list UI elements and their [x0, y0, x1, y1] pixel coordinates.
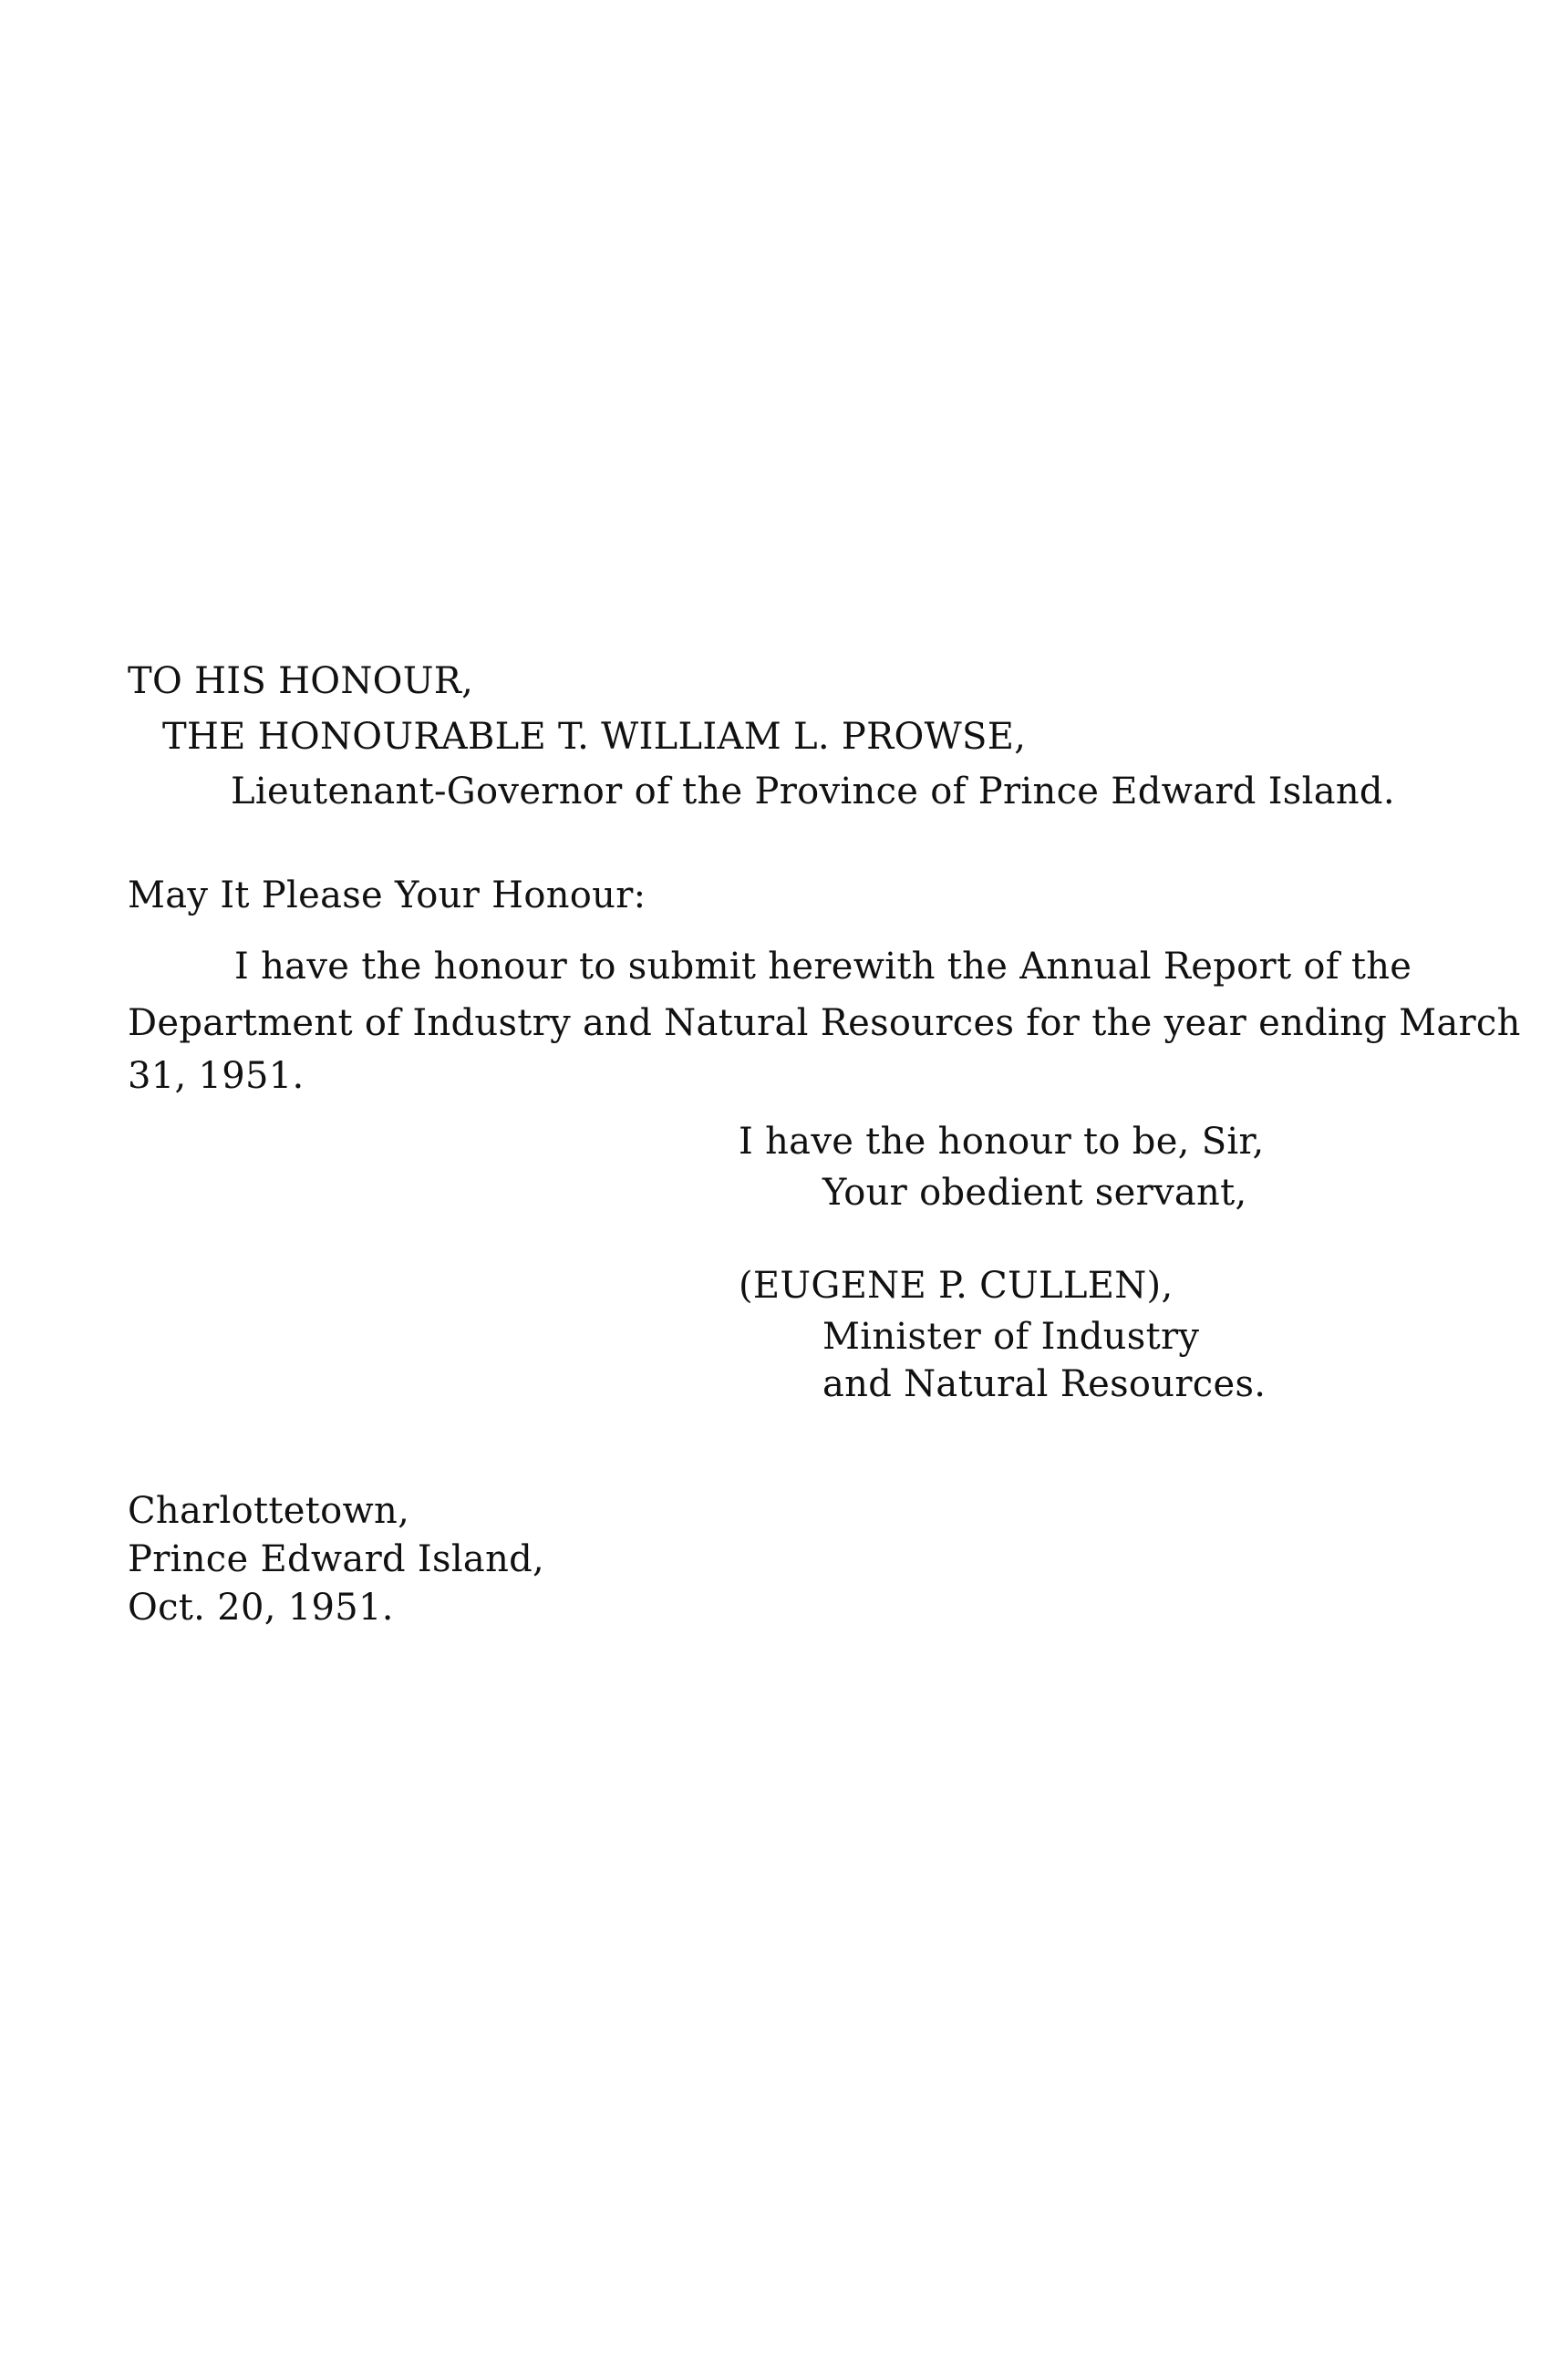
place-line-1: Charlottetown, [128, 1490, 410, 1532]
closing-line-2: Your obedient servant, [822, 1172, 1247, 1214]
body-line-1: I have the honour to submit herewith the Annual Report of the [234, 946, 1412, 988]
place-line-2: Prince Edward Island, [128, 1538, 545, 1580]
body-line-2: Department of Industry and Natural Resources for the year ending March [128, 1002, 1521, 1044]
salutation: May It Please Your Honour: [128, 874, 646, 916]
addressee-line-3: Lieutenant-Governor of the Province of Prince Edward Island. [231, 771, 1395, 812]
body-line-3: 31, 1951. [128, 1055, 305, 1097]
addressee-line-2: THE HONOURABLE T. WILLIAM L. PROWSE, [162, 716, 1027, 758]
signatory-name: (EUGENE P. CULLEN), [739, 1265, 1174, 1307]
closing-line-1: I have the honour to be, Sir, [739, 1121, 1265, 1163]
signatory-title-line-1: Minister of Industry [822, 1316, 1200, 1358]
signatory-title-line-2: and Natural Resources. [822, 1363, 1267, 1405]
date-line: Oct. 20, 1951. [128, 1587, 394, 1629]
addressee-line-1: TO HIS HONOUR, [128, 660, 474, 702]
